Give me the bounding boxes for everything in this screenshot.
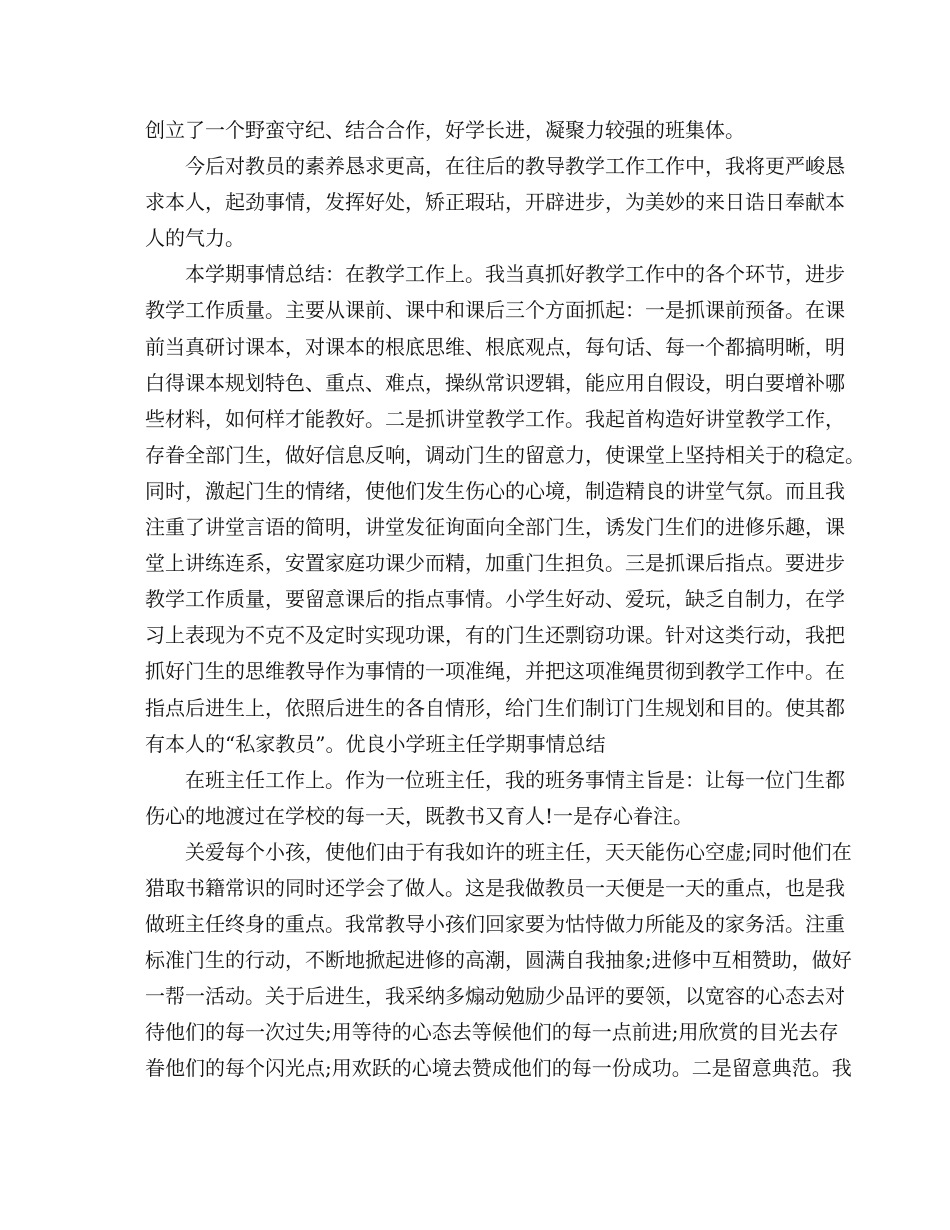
text-line: 存眷全部门生，做好信息反响，调动门生的留意力，使课堂上坚持相关于的稳定。 xyxy=(145,442,865,467)
text-line: 标准门生的行动，不断地掀起进修的高潮，圆满自我抽象;进修中互相赞助，做好 xyxy=(145,948,852,973)
text-line: 创立了一个野蛮守纪、结合合作，好学长进，凝聚力较强的班集体。 xyxy=(145,118,745,142)
text-line: 堂上讲练连系，安置家庭功课少而精，加重门生担负。三是抓课后指点。要进步 xyxy=(145,551,845,576)
text-line: 做班主任终身的重点。我常教导小孩们回家要为怙恃做力所能及的家务活。注重 xyxy=(145,912,845,937)
text-line: 伤心的地渡过在学校的每一天，既教书又育人!一是存心眷注。 xyxy=(145,803,694,828)
text-line: 在班主任工作上。作为一位班主任，我的班务事情主旨是：让每一位门生都 xyxy=(185,767,845,792)
text-line: 些材料，如何样才能教好。二是抓讲堂教学工作。我起首构造好讲堂教学工作， xyxy=(145,406,845,431)
text-line: 白得课本规划特色、重点、难点，操纵常识逻辑，能应用自假设，明白要增补哪 xyxy=(145,370,845,395)
text-line: 教学工作质量，要留意课后的指点事情。小学生好动、爱玩，缺乏自制力，在学 xyxy=(145,587,845,612)
text-line: 一帮一活动。关于后进生，我采纳多煽动勉励少品评的要领，以宽容的心态去对 xyxy=(145,984,845,1009)
text-line: 今后对教员的素养恳求更高，在往后的教导教学工作工作中，我将更严峻恳 xyxy=(185,154,845,179)
text-line: 教学工作质量。主要从课前、课中和课后三个方面抓起：一是抓课前预备。在课 xyxy=(145,298,845,323)
text-line: 指点后进生上，依照后进生的各自情形，给门生们制订门生规划和目的。使其都 xyxy=(145,695,845,720)
text-line: 同时，激起门生的情绪，使他们发生伤心的心境，制造精良的讲堂气氛。而且我 xyxy=(145,478,845,503)
text-line: 有本人的“私家教员”。优良小学班主任学期事情总结 xyxy=(145,731,606,756)
text-line: 习上表现为不克不及定时实现功课，有的门生还剽窃功课。针对这类行动，我把 xyxy=(145,623,845,648)
text-line: 关爱每个小孩，使他们由于有我如许的班主任，天天能伤心空虚;同时他们在 xyxy=(185,839,852,864)
text-line: 人的气力。 xyxy=(145,226,245,251)
text-line: 待他们的每一次过失;用等待的心态去等候他们的每一点前进;用欣赏的目光去存 xyxy=(145,1020,839,1045)
text-line: 本学期事情总结：在教学工作上。我当真抓好教学工作中的各个环节，进步 xyxy=(185,262,845,287)
text-line: 抓好门生的思维教导作为事情的一项准绳，并把这项准绳贯彻到教学工作中。在 xyxy=(145,659,845,684)
text-line: 求本人，起劲事情，发挥好处，矫正瑕玷，开辟进步，为美妙的来日诰日奉献本 xyxy=(145,190,845,215)
text-line: 眷他们的每个闪光点;用欢跃的心境去赞成他们的每一份成功。二是留意典范。我 xyxy=(145,1056,852,1081)
text-line: 前当真研讨课本，对课本的根底思维、根底观点，每句话、每一个都搞明晰，明 xyxy=(145,334,845,359)
text-line: 注重了讲堂言语的简明，讲堂发征询面向全部门生，诱发门生们的进修乐趣，课 xyxy=(145,515,845,540)
text-line: 猎取书籍常识的同时还学会了做人。这是我做教员一天便是一天的重点，也是我 xyxy=(145,875,845,900)
body-text xyxy=(145,112,865,1087)
